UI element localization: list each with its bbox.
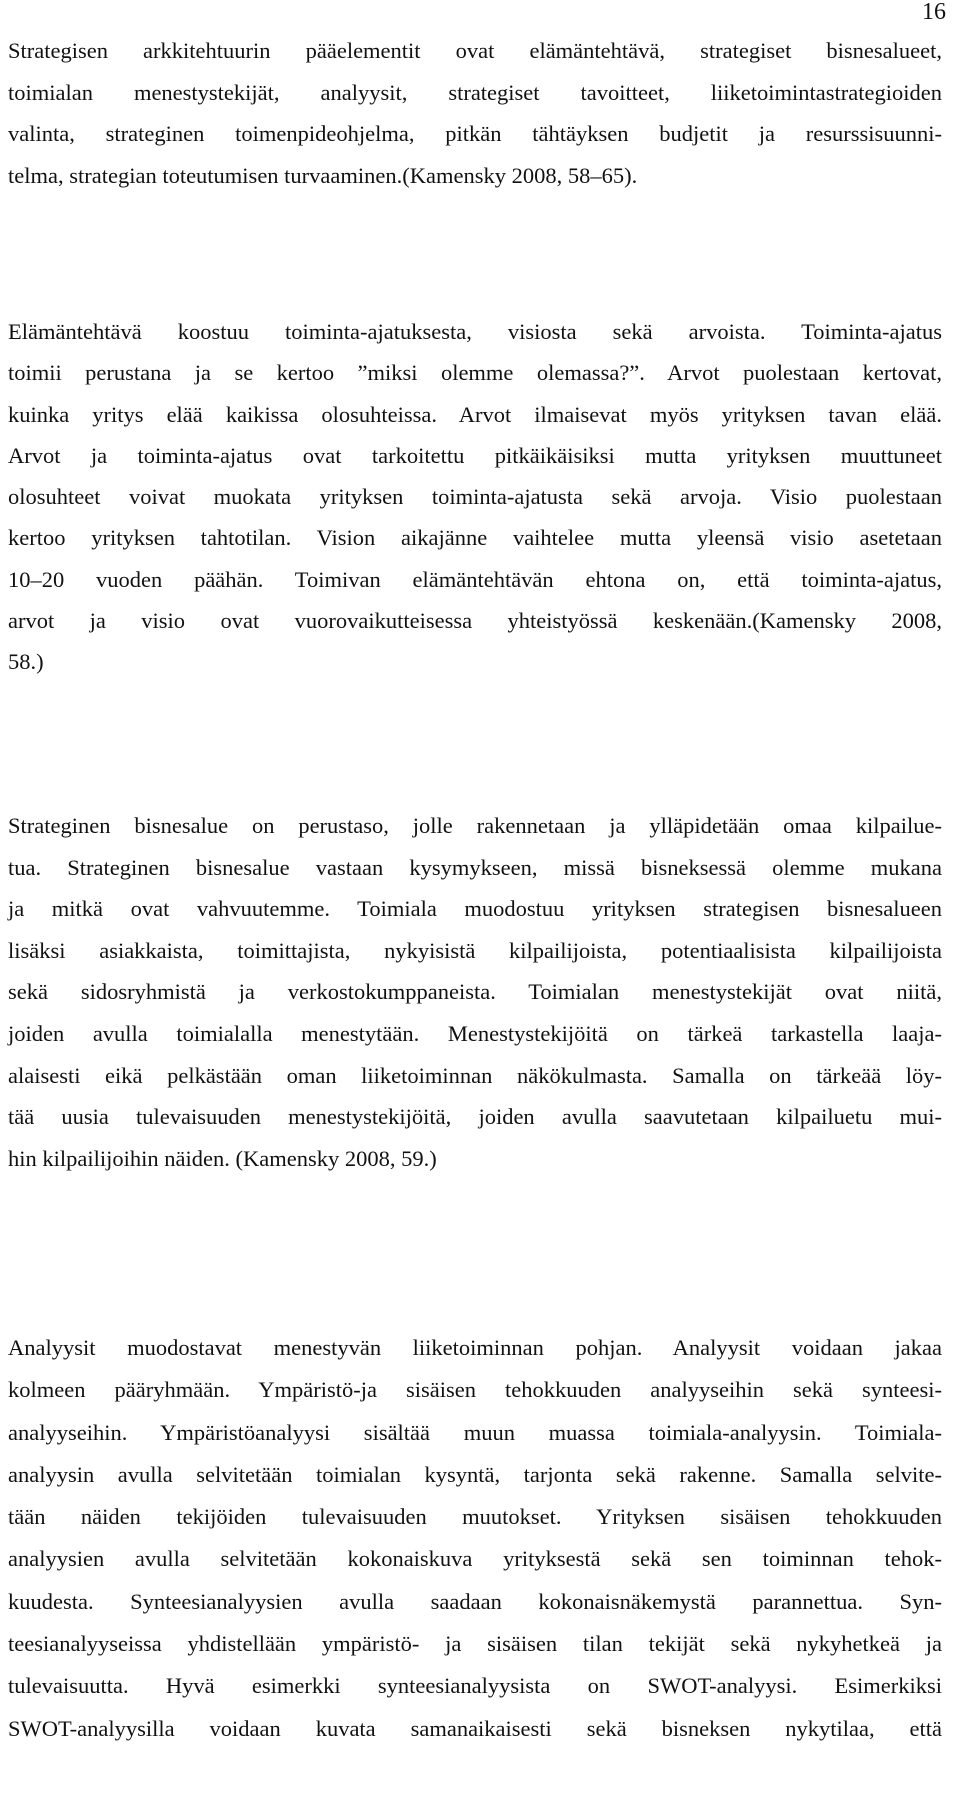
text-line: 58.) [8,649,44,675]
paragraph-strategic-architecture [8,30,942,196]
text-line: Elämäntehtävä koostuu toiminta-ajatuksesta, visiosta sekä arvoista. Toiminta-ajatus [8,319,942,344]
text-line: arvot ja visio ovat vuorovaikutteisessa yhteistyössä keskenään.(Kamensky 2008, [8,608,942,634]
text-line: olosuhteet voivat muokata yrityksen toiminta-ajatusta sekä arvoja. Visio puolestaan [8,484,942,510]
text-line: kertoo yrityksen tahtotilan. Vision aikajänne vaihtelee mutta yleensä visio asetetaan [8,525,942,551]
text-line: tua. Strateginen bisnesalue vastaan kysymykseen, missä bisneksessä olemme mukana [8,854,942,880]
text-line: kolmeen pääryhmään. Ympäristö-ja sisäisen tehokkuuden analyyseihin sekä synteesi- [8,1377,942,1403]
text-line: Strateginen bisnesalue on perustaso, jolle rakennetaan ja ylläpidetään omaa kilpailue- [8,813,942,838]
text-line: telma, strategian toteutumisen turvaaminen.(Kamensky 2008, 58–65). [8,162,638,188]
text-line: joiden avulla toimialalla menestytään. Menestystekijöitä on tärkeä tarkastella laaja- [8,1020,942,1046]
paragraph-analyses [8,1327,942,1750]
text-line: 10–20 vuoden päähän. Toimivan elämäntehtävän ehtona on, että toiminta-ajatus, [8,566,942,592]
text-line: hin kilpailijoihin näiden. (Kamensky 2008, 59.) [8,1145,437,1171]
text-line: valinta, strateginen toimenpideohjelma, pitkän tähtäyksen budjetit ja resurssisuunni- [8,121,942,146]
text-line: tään näiden tekijöiden tulevaisuuden muutokset. Yrityksen sisäisen tehokkuuden [8,1504,942,1530]
text-line: toimialan menestystekijät, analyysit, strategiset tavoitteet, liiketoimintastrategioiden [8,79,942,105]
text-line: analyysien avulla selvitetään kokonaiskuva yrityksestä sekä sen toiminnan tehok- [8,1546,942,1572]
paragraph-business-area [8,805,942,1179]
text-line: alaisesti eikä pelkästään oman liiketoiminnan näkökulmasta. Samalla on tärkeää löy- [8,1062,942,1088]
text-line: SWOT-analyysilla voidaan kuvata samanaikaisesti sekä bisneksen nykytilaa, että [8,1715,942,1741]
page-number: 16 [922,0,946,25]
text-line: toimii perustana ja se kertoo ”miksi olemme olemassa?”. Arvot puolestaan kertovat, [8,360,942,386]
text-line: kuinka yritys elää kaikissa olosuhteissa. Arvot ilmaisevat myös yrityksen tavan elää. [8,401,942,427]
text-line: analyysin avulla selvitetään toimialan kysyntä, tarjonta sekä rakenne. Samalla selvite- [8,1461,942,1487]
text-line: lisäksi asiakkaista, toimittajista, nykyisistä kilpailijoista, potentiaalisista kilpailijoista [8,937,942,963]
text-line: teesianalyyseissa yhdistellään ympäristö- ja sisäisen tilan tekijät sekä nykyhetkeä ja [8,1631,942,1657]
text-line: Analyysit muodostavat menestyvän liiketoiminnan pohjan. Analyysit voidaan jakaa [8,1335,942,1360]
text-line: Strategisen arkkitehtuurin pääelementit ovat elämäntehtävä, strategiset bisnesalueet, [8,38,942,63]
text-line: tää uusia tulevaisuuden menestystekijöitä, joiden avulla saavutetaan kilpailuetu mui- [8,1104,942,1130]
text-line: tulevaisuutta. Hyvä esimerkki synteesianalyysista on SWOT-analyysi. Esimerkiksi [8,1673,942,1699]
text-line: ja mitkä ovat vahvuutemme. Toimiala muodostuu yrityksen strategisen bisnesalueen [8,896,942,922]
text-line: sekä sidosryhmistä ja verkostokumppaneista. Toimialan menestystekijät ovat niitä, [8,979,942,1005]
paragraph-mission [8,311,942,683]
text-line: kuudesta. Synteesianalyysien avulla saadaan kokonaisnäkemystä parannettua. Syn- [8,1588,942,1614]
text-line: analyyseihin. Ympäristöanalyysi sisältää muun muassa toimiala-analyysin. Toimiala- [8,1419,942,1445]
text-line: Arvot ja toiminta-ajatus ovat tarkoitettu pitkäikäisiksi mutta yrityksen muuttuneet [8,442,942,468]
